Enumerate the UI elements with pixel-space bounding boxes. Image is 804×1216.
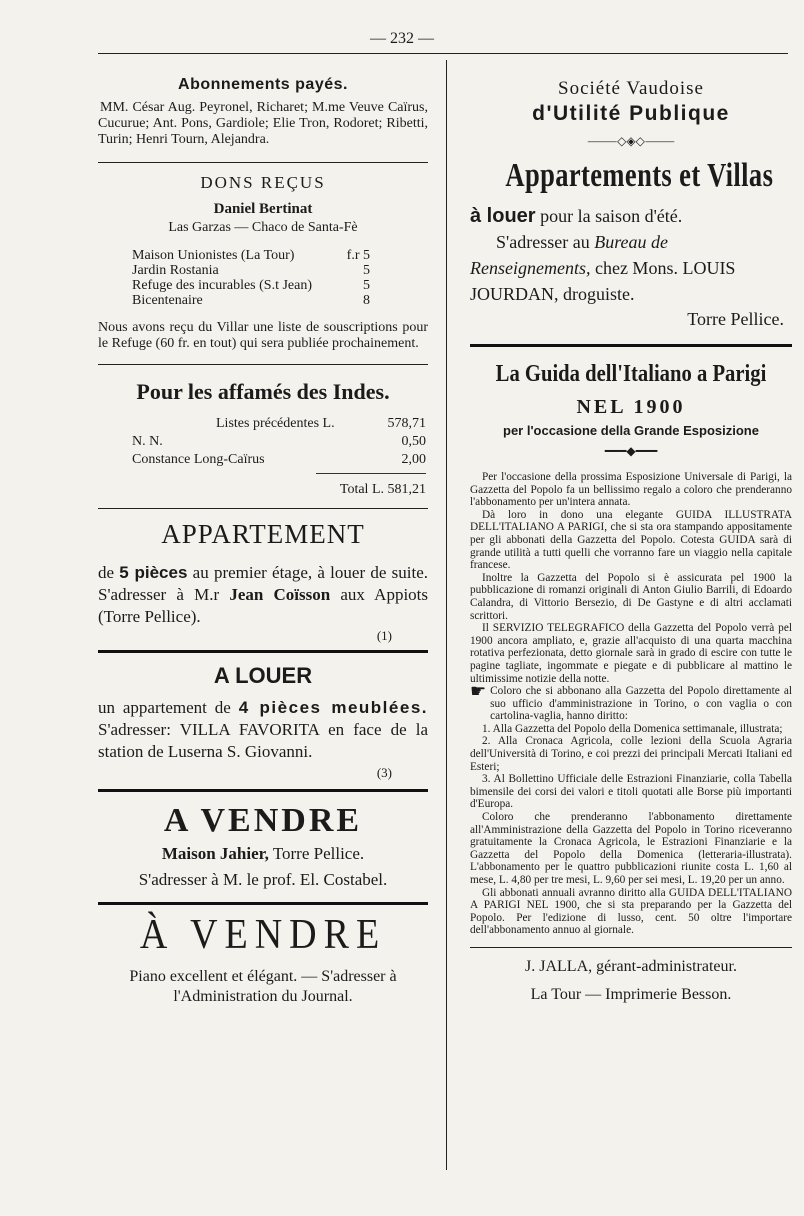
societe-line1: Société Vaudoise [558,78,704,99]
ad-ref: (1) [376,628,392,643]
text-part: à louer [470,205,536,227]
text-part: un appartement de [98,698,239,717]
text-part: Torre Pellice. [268,844,365,863]
dons-place: Las Garzas — Chaco de Santa-Fè [168,220,358,235]
divider [98,364,428,365]
item-amount: 578,71 [387,416,426,431]
guida-paragraph: Il SERVIZIO TELEGRAFICO della Gazzetta del Popolo verrà pel 1900 ancora ampliato, e, grazie all'acquisto di una quarta macchina rotativa perfezionata, detto giornale sarà in grado di escire con tutte le pagine tagliate, ingommate e piegate e di pubblicare al mattino le ultimissime notizie della notte. [470,622,792,685]
abonnements-text: MM. César Aug. Peyronel, Richaret; M.me Veuve Caïrus, Cucurue; Ant. Pons, Gardiole; Elie Tron, Rodoret; Ribetti, Turin; Henri Tourn, Alejandra. [98,100,428,147]
indes-title: Pour les affamés des Indes. [136,379,390,404]
dons-donor: Daniel Bertinat [213,201,313,217]
text-part: Jean Coïsson [229,585,331,604]
a-louer-title: A LOUER [213,663,313,688]
guida-paragraph: Inoltre la Gazzetta del Popolo si è assicurata pel 1900 la pubblicazione di romanzi originali di Anton Giulio Barrili, di Edoardo Calandra, di Vittorio Bersezio, di De Gastyne e di altri acclamati scrittori. [470,571,792,622]
list-item [132,278,370,293]
a-vendre-line1 [98,844,428,864]
text-part: S'adresser au [496,232,595,252]
divider [98,650,428,653]
villas-place: Torre Pellice. [687,309,784,329]
abonnements-title: Abonnements payés. [178,76,348,93]
guida-paragraph: 3. Al Bollettino Ufficiale delle Estrazioni Finanziarie, colla Tabella bimensile dei corsi dei valori e titoli quotati alle Borse più importanti d'Europa. [470,773,792,811]
text-part: S'adresser: VILLA FAVORITA en face de la station de Luserna S. Giovanni. [98,720,428,761]
column-divider [446,60,447,1170]
text-part: 5 pièces [119,563,188,582]
item-amount: 2,00 [401,452,426,467]
text-part: 4 pièces meublées. [238,698,428,717]
text-part: Maison Jahier, [161,844,269,863]
page-number: — 232 — [370,30,434,47]
guida-paragraph-hand [470,681,792,723]
a-vendre-line2: S'adresser à M. le prof. El. Costabel. [138,870,388,889]
item-label: Listes précédentes L. [216,416,335,431]
right-column [470,62,792,1004]
ornament-icon: ━━━◆━━━ [604,444,658,458]
a-vendre-title: A VENDRE [163,802,363,839]
text-part: pour la saison d'été. [535,206,683,226]
item-amount: 5 [363,263,370,278]
item-amount: f.r 5 [346,248,370,263]
guida-paragraph: Per l'occasione della prossima Esposizione Universale di Parigi, la Gazzetta del Popolo fa un bellissimo regalo a coloro che prenderanno l'abbonamento per un'intera annata. [470,471,792,509]
a-vendre-title: À VENDRE [139,911,387,959]
a-vendre-text: Piano excellent et élégant. — S'adresser à l'Administration du Journal. [129,968,397,1005]
item-label: Jardin Rostania [132,263,219,278]
societe-line2: d'Utilité Publique [532,102,730,125]
a-vendre-piano-ad [98,913,428,1007]
guida-ad [470,361,792,937]
text-part: chez Mons. LOUIS JOURDAN, droguiste. [470,258,736,304]
item-label: Refuge des incurables (S.t Jean) [132,278,312,293]
list-item [132,451,426,469]
printer-line: La Tour — Imprimerie Besson. [530,985,732,1003]
list-item [132,433,426,451]
text-part: Bureau de Renseignements, [470,232,669,278]
a-louer-text [98,697,428,763]
item-amount: 8 [363,293,370,308]
indes-list [132,415,426,469]
abonnements-section [98,76,428,148]
a-vendre-maison-ad [98,802,428,890]
divider [470,344,792,347]
dons-section [98,173,428,352]
dons-note: Nous avons reçu du Villar une liste de souscriptions pour le Refuge (60 fr. en tout) qui sera publiée prochainement. [98,320,428,351]
a-louer-ad [98,663,428,781]
list-item [132,415,426,433]
societe-header [470,78,792,149]
header-rule [98,53,788,54]
signoff: J. JALLA, gérant-administrateur. [525,957,737,975]
guida-body [470,471,792,937]
appartement-title: APPARTEMENT [161,519,365,549]
indes-section [98,379,428,498]
guida-paragraph: Dà loro in dono una elegante GUIDA ILLUSTRATA DELL'ITALIANO A PARIGI, che si sta ora stampando appositamente per gli abbonati della Gazzetta del Popolo. Cotesta GUIDA sarà di grande utilità a tutti quelli che vorranno fare un viaggio nella capitale francese. [470,508,792,572]
item-amount: 5 [363,278,370,293]
text-part: de [98,563,120,582]
guida-title: La Guida dell'Italiano a Parigi [495,361,767,387]
villas-title: Appartements et Villas [505,157,774,194]
villas-ad [470,157,792,330]
item-label: Maison Unionistes (La Tour) [132,248,295,263]
guida-year: NEL 1900 [576,396,686,418]
sum-line [316,473,426,474]
divider [98,162,428,163]
divider [98,902,428,905]
item-label: Constance Long-Caïrus [132,452,265,467]
list-item [132,293,370,308]
text-part: au premier étage, à louer de suite. S'adresser à M.r [98,563,428,604]
villas-text [470,203,792,307]
indes-total: Total L. 581,21 [339,482,426,497]
divider [98,508,428,509]
ornament-icon: ⸻◇◈◇⸻ [587,134,675,148]
text-part: aux Appiots (Torre Pellice). [98,585,429,626]
ad-ref: (3) [376,765,392,780]
divider [470,947,792,948]
list-item [132,263,370,278]
dons-title: DONS REÇUS [200,173,326,192]
item-label: Bicentenaire [132,293,203,308]
divider [98,789,428,792]
left-column [98,62,428,1007]
guida-paragraph: 1. Alla Gazzetta del Popolo della Domenica settimanale, illustrata; [482,722,783,735]
appartement-ad [98,519,428,644]
pointing-hand-icon: ☛ [470,681,487,702]
item-amount: 0,50 [401,434,426,449]
guida-paragraph: Gli abbonati annuali avranno diritto alla GUIDA DELL'ITALIANO A PARIGI NEL 1900, che si sta preparando per la Gazzetta del Popolo. Per l'edizione di lusso, cent. 50 oltre l'importare dell'abbonamento annuo al giornale. [470,886,792,937]
guida-paragraph: 2. Alla Cronaca Agricola, colle lezioni della Scuola Agraria dell'Università di Torino, e coi prezzi dei principali Mercati Italiani ed Esteri; [470,735,792,773]
guida-paragraph: Coloro che prenderanno l'abbonamento direttamente all'Amministrazione della Gazzetta del Popolo in Torino riceveranno gratuitamente la Cronaca Agricola, le Estrazioni Finanziarie e la Gazzetta del Popolo della Domenica (letteraria-illustrata). L'abbonamento per le quattro pubblicazioni riunite costa L. 1,60 al mese, L. 4,80 per tre mesi, L. 9,60 per sei mesi, L. 19,20 per un anno. [470,811,792,886]
guida-subtitle: per l'occasione della Grande Esposizione [503,423,759,438]
dons-list [132,248,370,308]
item-label: N. N. [132,434,163,449]
guida-paragraph: Coloro che si abbonano alla Gazzetta del Popolo direttamente al suo ufficio d'amministrazione in Torino, o con vaglia o con cartolina-vaglia, hanno diritto: [490,685,792,723]
list-item [132,248,370,263]
appartement-text [98,562,428,628]
